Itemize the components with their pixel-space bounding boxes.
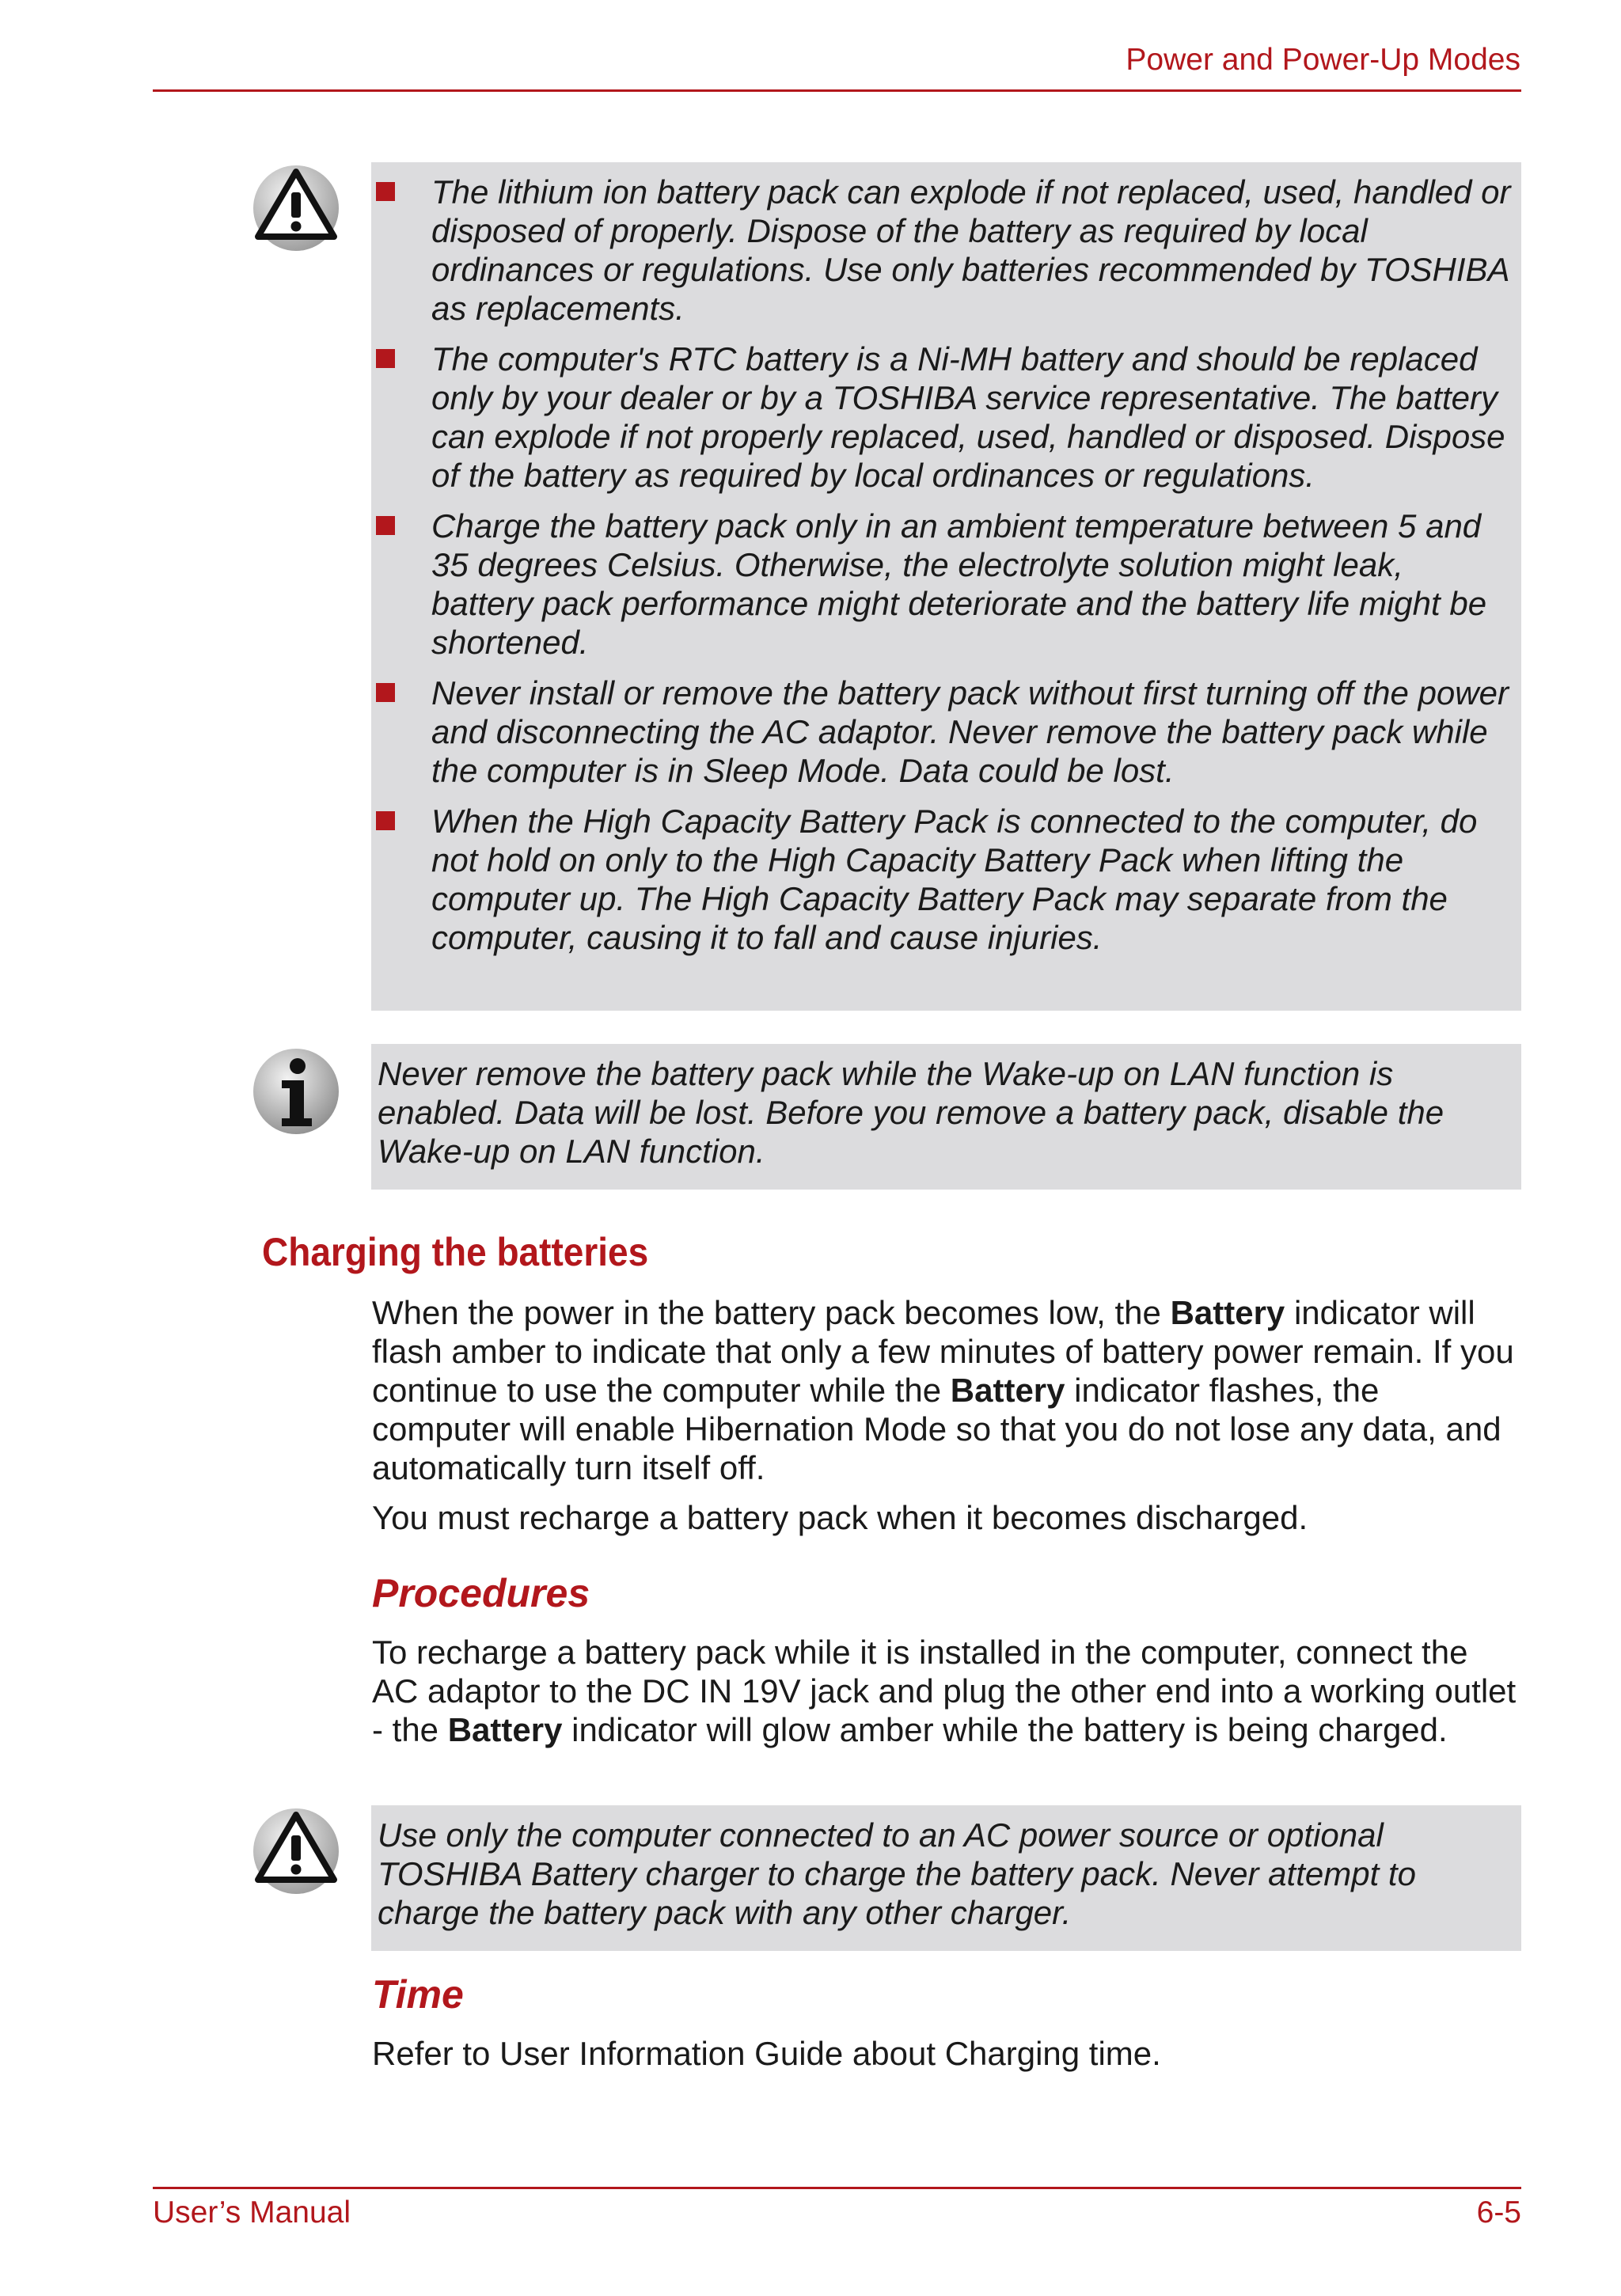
list-item: The computer's RTC battery is a Ni-MH battery and should be replaced only by your dealer or by a TOSHIBA service representative. The battery can explode if not properly replaced, used, handled or disposed. Dispose of the battery as required by local ordinances or regulations.: [371, 340, 1512, 495]
warning-box: [371, 162, 1521, 1011]
footer-divider: [153, 2187, 1521, 2189]
bullet-square-icon: [376, 683, 395, 702]
list-item: Never install or remove the battery pack without first turning off the power and disconnecting the AC adaptor. Never remove the battery pack while the computer is in Sleep Mode. Data could be lost.: [371, 674, 1512, 790]
charger-warning-text: Use only the computer connected to an AC power source or optional TOSHIBA Battery charger to charge the battery pack. Never attempt to charge the battery pack with any other charger.: [378, 1816, 1416, 1931]
bullet-square-icon: [376, 349, 395, 368]
info-icon: [252, 1047, 340, 1136]
time-heading: Time: [372, 1972, 464, 2017]
bullet-square-icon: [376, 811, 395, 830]
charging-paragraph: When the power in the battery pack becomes low, the Battery indicator will flash amber to indicate that only a few minutes of battery power remain. If you continue to use the computer while the Battery indicator flashes, the computer will enable Hibernation Mode so that you do not lose any data, and automatically turn itself off.: [372, 1294, 1514, 1486]
list-item: Charge the battery pack only in an ambient temperature between 5 and 35 degrees Celsius. Otherwise, the electrolyte solution might leak, battery pack performance might deteriorate and the battery life might be shortened.: [371, 507, 1512, 662]
warning-triangle-icon: [252, 164, 340, 252]
info-note-text: Never remove the battery pack while the Wake-up on LAN function is enabled. Data will be lost. Before you remove a battery pack, disable the Wake-up on LAN function.: [378, 1055, 1444, 1170]
charger-warning-box: [371, 1805, 1521, 1951]
footer-manual-label: User’s Manual: [153, 2195, 351, 2230]
warning-triangle-icon: [252, 1807, 340, 1896]
page-header-title: Power and Power-Up Modes: [1126, 43, 1520, 77]
bullet-square-icon: [376, 516, 395, 535]
procedures-heading: Procedures: [372, 1571, 590, 1615]
list-item: The lithium ion battery pack can explode if not replaced, used, handled or disposed of properly. Dispose of the battery as required by local ordinances or regulations. Use only batteries recommended by TOSHIBA as replacements.: [371, 173, 1512, 328]
time-paragraph: Refer to User Information Guide about Charging time.: [372, 2035, 1161, 2072]
header-divider: [153, 89, 1521, 92]
bullet-square-icon: [376, 182, 395, 201]
info-note-box: [371, 1044, 1521, 1190]
page-number: 6-5: [1476, 2195, 1521, 2230]
section-title: Charging the batteries: [262, 1230, 649, 1274]
list-item: When the High Capacity Battery Pack is connected to the computer, do not hold on only to the High Capacity Battery Pack when lifting the computer up. The High Capacity Battery Pack may separate from the computer, causing it to fall and cause injuries.: [371, 802, 1512, 957]
procedures-paragraph: To recharge a battery pack while it is installed in the computer, connect the AC adaptor to the DC IN 19V jack and plug the other end into a working outlet - the Battery indicator will glow amber while the battery is being charged.: [372, 1634, 1517, 1748]
recharge-paragraph: You must recharge a battery pack when it becomes discharged.: [372, 1499, 1308, 1536]
